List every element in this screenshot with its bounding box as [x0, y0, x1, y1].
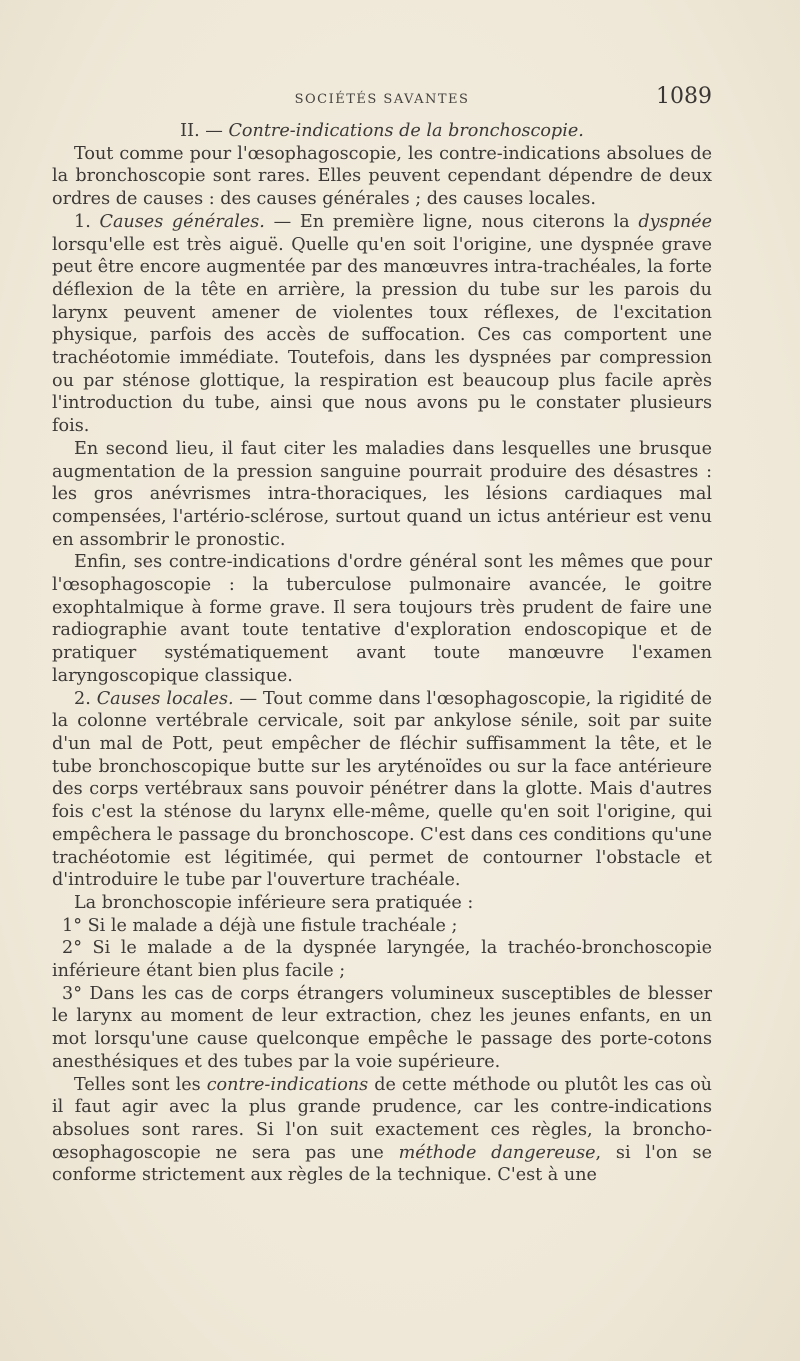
paragraph-text: lorsqu'elle est très aiguë. Quelle qu'en soit l'origine, une dyspnée grave peut être encore augmentée par des manœuvres intra-trachéales, la forte déflexion de la tête en arrière, la pression du tube sur les parois du larynx peuvent amener de violentes toux réflexes, de l'excitation physique, parfois des accès de suffocation. Ces cas comportent une trachéotomie immédiate. Toutefois, dans les dyspnées par compression ou par sténose glottique, la respiration est beaucoup plus facile après l'introduction du tube, ainsi que nous avons pu le constater plusieurs fois. — [52, 234, 712, 437]
section-title — [52, 120, 712, 143]
body-text — [52, 120, 712, 1187]
list-item: 1° Si le malade a déjà une fistule trachéale ; — [62, 915, 458, 936]
emphasized-term: dyspnée — [638, 211, 713, 232]
emphasized-term: méthode dangereuse — [398, 1142, 596, 1163]
list-item: 3° Dans les cas de corps étrangers volumineux susceptibles de blesser le larynx au moment de leur extraction, chez les jeunes enfants, en un mot lorsqu'une cause quelconque empêche le passage des porte-cotons anesthésiques et des tubes par la voie supérieure. — [52, 983, 712, 1072]
subsection-heading: Causes générales. — [99, 211, 265, 232]
subsection-number: 1. — [74, 211, 100, 232]
page-number: 1089 — [656, 84, 712, 109]
paragraph-text: Telles sont les — [74, 1074, 207, 1095]
paragraph-text: — Tout comme dans l'œsophagoscopie, la rigidité de la colonne vertébrale cervicale, soit par ankylose sénile, soit par suite d'un mal de Pott, peut empêcher de fléchir suffisamment la tête, et le tube bronchoscopique butte sur les aryténoïdes ou sur la face antérieure des corps vertébraux sans pouvoir pénétrer dans la glotte. Mais d'autres fois c'est la sténose du larynx elle-même, quelle qu'en soit l'origine, qui empêchera le passage du bronchoscope. C'est dans ces conditions qu'une trachéotomie est légitimée, qui permet de contourner l'obstacle et d'introduire le tube par l'ouverture trachéale. — [52, 688, 712, 891]
paragraph: La bronchoscopie inférieure sera pratiquée : — [74, 892, 474, 913]
paragraph — [52, 211, 712, 438]
page-header — [52, 84, 712, 114]
paragraph — [52, 688, 712, 892]
subsection-heading: Causes locales. — [96, 688, 234, 709]
paragraph-text: — En première ligne, nous citerons la — [264, 211, 639, 232]
paragraph: Tout comme pour l'œsophagoscopie, les contre-indications absolues de la bronchoscopie sont rares. Elles peuvent cependant dépendre de deux ordres de causes : des causes générales ; des causes locales. — [52, 143, 712, 210]
running-head: SOCIÉTÉS SAVANTES — [294, 92, 470, 107]
emphasized-term: contre-indications — [206, 1074, 369, 1095]
list-item: 2° Si le malade a de la dyspnée laryngée, la trachéo-bronchoscopie inférieure étant bien plus facile ; — [52, 938, 712, 982]
section-title-text: Contre-indications de la bronchoscopie. — [228, 121, 584, 141]
section-number: II. — — [180, 121, 229, 141]
paragraph: En second lieu, il faut citer les maladies dans lesquelles une brusque augmentation de la pression sanguine pourrait produire des désastres : les gros anévrismes intra-thoraciques, les lésions cardiaques mal compensées, l'artério-sclérose, surtout quand un ictus antérieur est venu en assombrir le pronostic. — [52, 438, 712, 550]
paragraph-text: de cette méthode ou plutôt les cas où il faut agir avec la plus grande prudence, car les contre-indications absolues sont rares. Si l'on suit exactement ces règles, la broncho-œsophagoscopie ne sera pas une — [52, 1074, 712, 1163]
paragraph — [52, 1074, 712, 1188]
paragraph: Enfin, ses contre-indications d'ordre général sont les mêmes que pour l'œsophagoscopie : la tuberculose pulmonaire avancée, le goitre exophtalmique à forme grave. Il sera toujours très prudent de faire une radiographie avant toute tentative d'exploration endoscopique et de pratiquer systématiquement avant toute manœuvre l'examen laryngoscopique classique. — [52, 552, 712, 686]
paragraph-text: , si l'on se conforme strictement aux règles de la technique. C'est à une — [52, 1142, 712, 1186]
subsection-number: 2. — [74, 688, 97, 709]
